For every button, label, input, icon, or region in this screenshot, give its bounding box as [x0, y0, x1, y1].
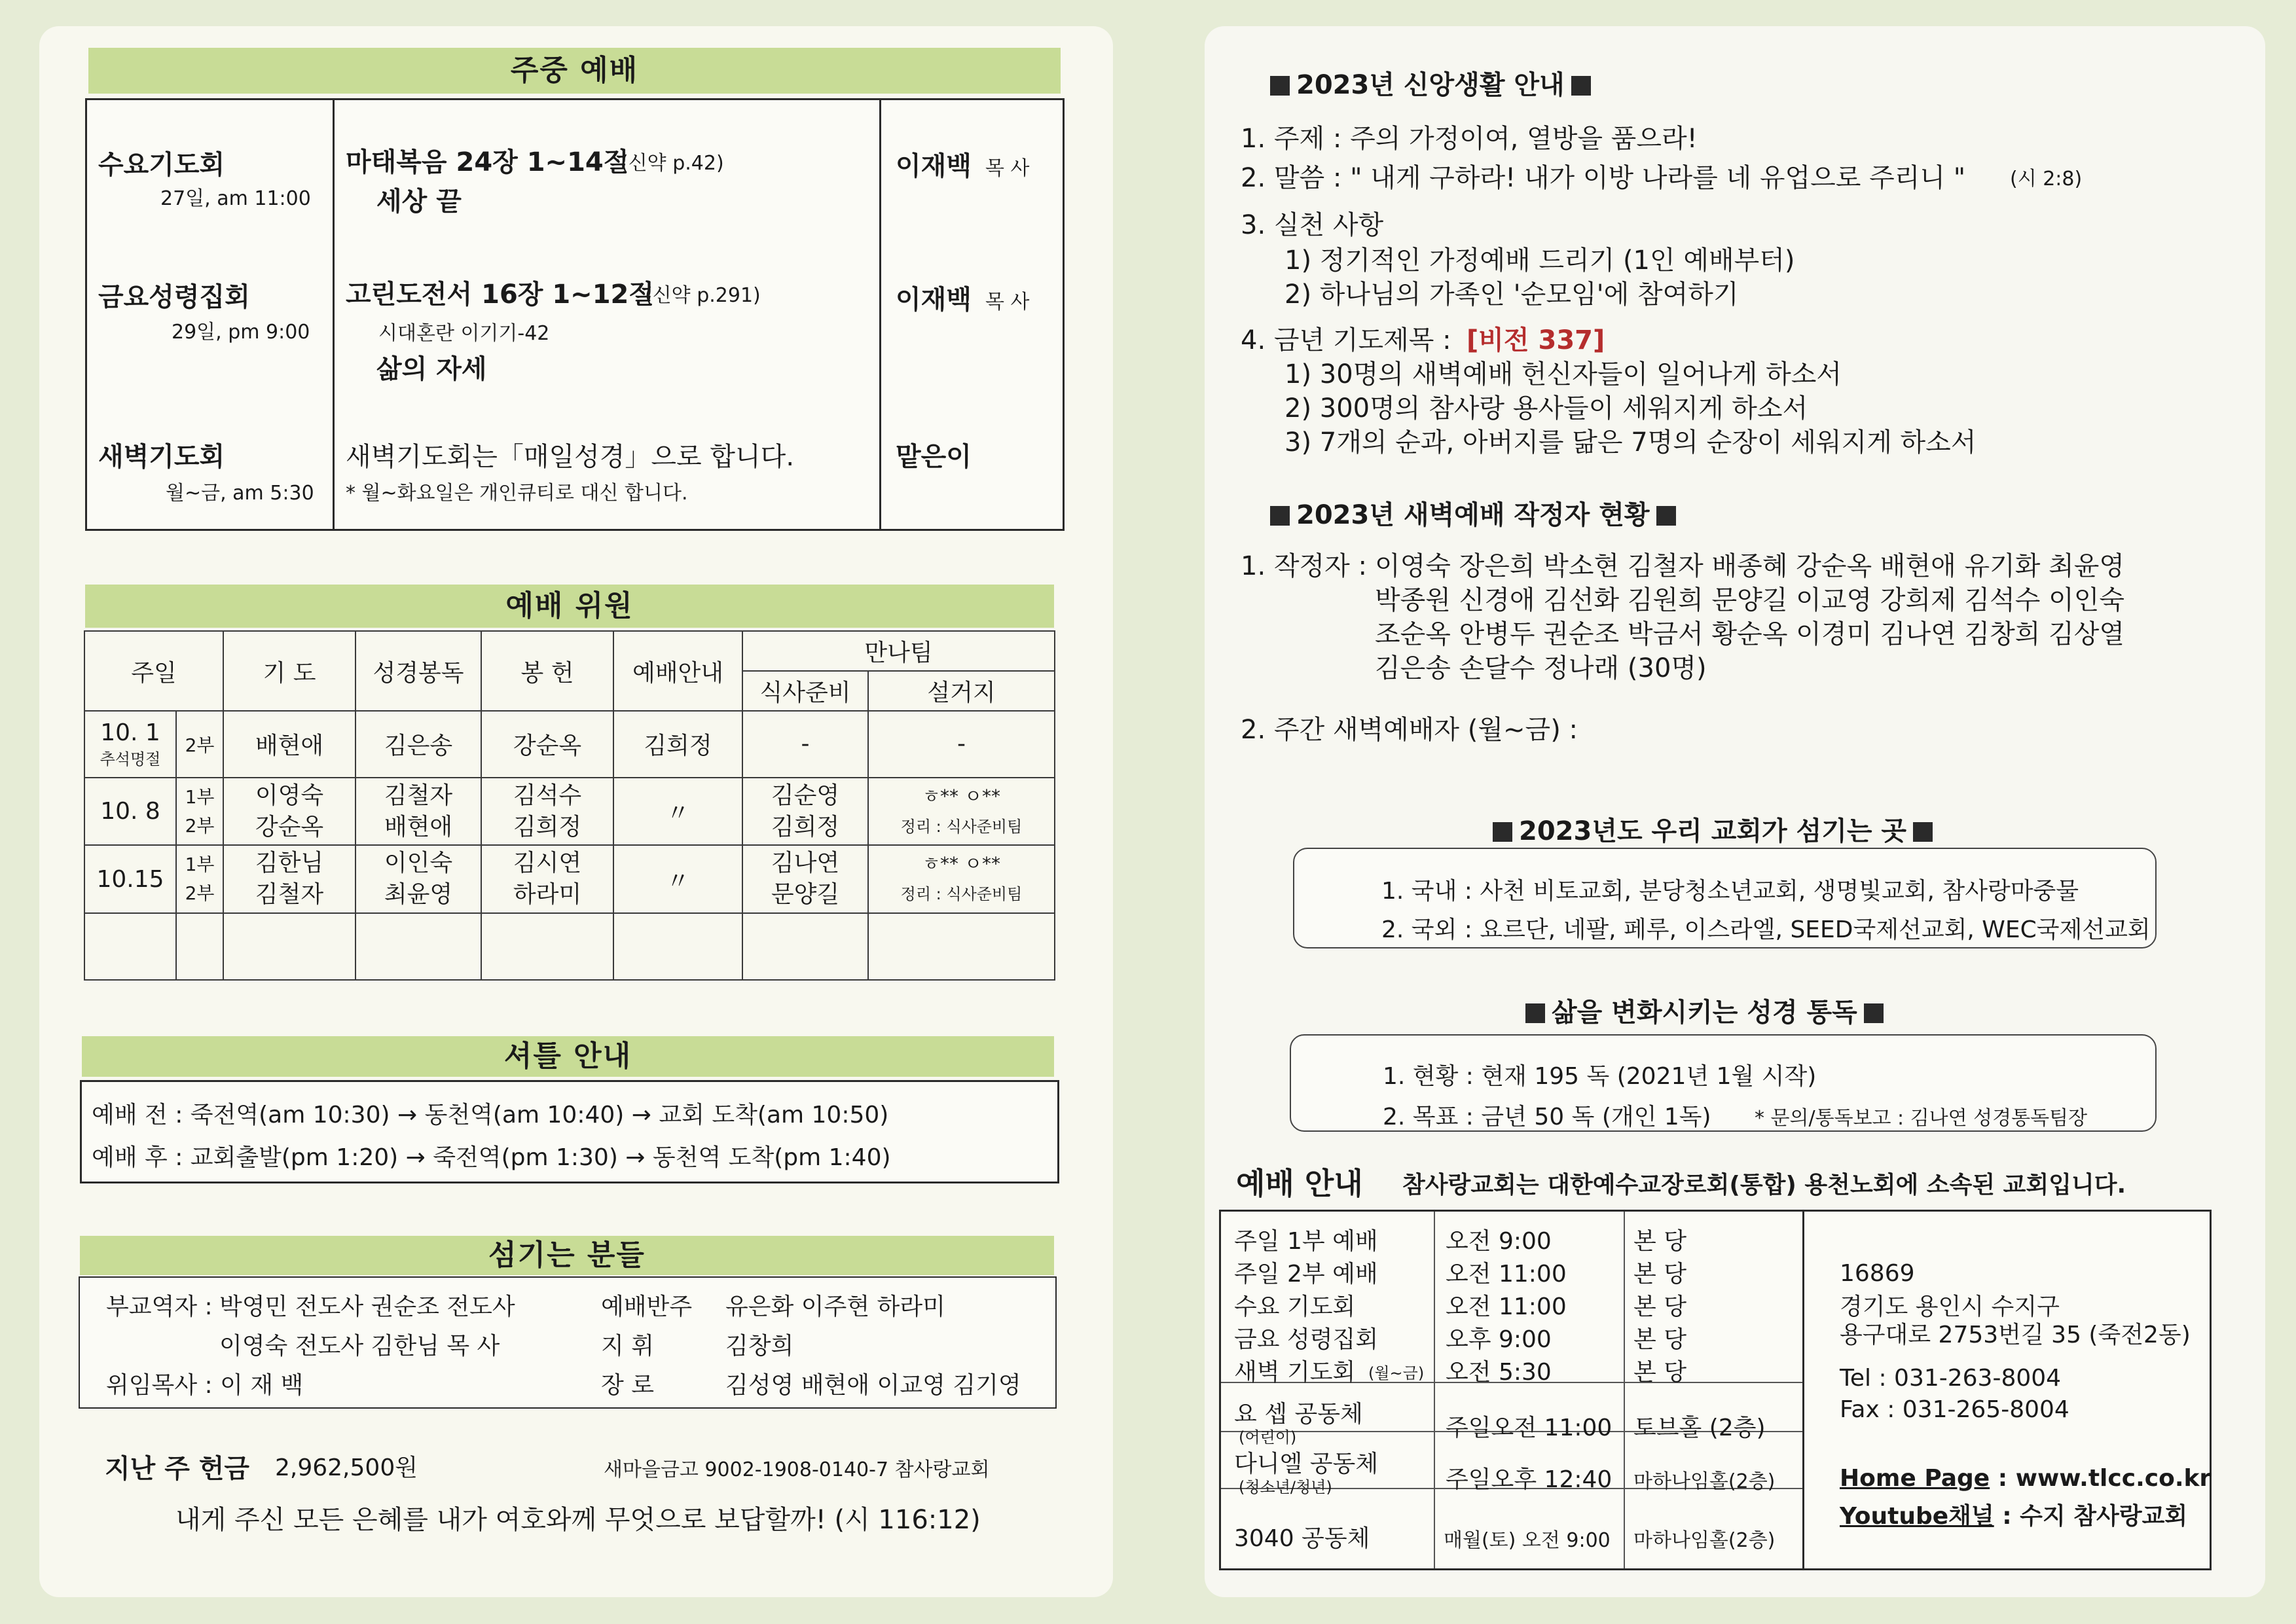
- row2-read1: 김철자: [384, 782, 453, 809]
- dawn-preacher: 맡은이: [896, 442, 972, 472]
- faith-title: [1264, 64, 1597, 101]
- header-dishes: 설거지: [868, 671, 1055, 711]
- dawn-time: 월~금, am 5:30: [166, 482, 314, 505]
- dawn-pledge-title: [1264, 494, 1683, 532]
- square-bullet-icon: [1656, 506, 1676, 526]
- daniel-sub: (청소년/청년): [1239, 1478, 1332, 1496]
- service-place: 본 당: [1633, 1359, 1686, 1386]
- row2-offer1: 김석수: [513, 782, 582, 809]
- row1-part: 2부: [176, 711, 223, 778]
- wed-ref: (신약 p.42): [621, 152, 724, 175]
- row3-part2: 2부: [185, 882, 215, 905]
- fri-time: 29일, pm 9:00: [172, 321, 310, 344]
- homepage[interactable]: [1840, 1465, 2211, 1492]
- offering-account: 새마을금고 9002-1908-0140-7 참사랑교회: [604, 1458, 990, 1481]
- row2-dish1: ㅎ** ㅇ**: [922, 785, 1000, 807]
- row2-part2: 2부: [185, 814, 215, 837]
- bible-now: 1. 현황 : 현재 195 독 (2021년 1월 시작): [1383, 1063, 1817, 1090]
- row1-date: 10. 1: [100, 719, 160, 746]
- faith-practice-2: 2) 하나님의 가족인 '순모임'에 참여하기: [1285, 280, 1739, 310]
- square-bullet-icon: [1525, 1003, 1545, 1023]
- divider: [1434, 1212, 1435, 1568]
- row1-meal: -: [742, 711, 868, 778]
- bible-goal: 2. 목표 : 금년 50 독 (개인 1독): [1383, 1104, 1711, 1130]
- committee-title: 예배 위원: [85, 585, 1054, 628]
- row1-guide: 김희정: [613, 711, 742, 778]
- square-bullet-icon: [1270, 76, 1290, 96]
- youtube-label: Youtube채널: [1840, 1503, 1994, 1530]
- service-name: 주일 2부 예배: [1234, 1261, 1378, 1288]
- bible-title-text: 삶을 변화시키는 성경 통독: [1552, 998, 1857, 1028]
- row3-read1: 이인숙: [384, 850, 453, 877]
- elder-label: 장 로: [601, 1372, 654, 1399]
- fri-preacher: 이재백: [896, 285, 972, 315]
- senior-pastor: 위임목사 : 이 재 백: [106, 1372, 304, 1399]
- wed-passage: 마태복음 24장 1~14절: [346, 147, 629, 177]
- youtube-channel[interactable]: [1840, 1498, 2187, 1531]
- square-bullet-icon: [1493, 822, 1512, 842]
- row3-meal2: 문양길: [771, 881, 840, 909]
- square-bullet-icon: [1270, 506, 1290, 526]
- dawn-note: 새벽기도회는「매일성경」으로 합니다.: [346, 442, 795, 472]
- service-time: 오전 5:30: [1446, 1359, 1552, 1386]
- accompanist-label: 예배반주: [601, 1293, 693, 1320]
- fri-passage: 고린도전서 16장 1~12절: [346, 280, 655, 310]
- fri-role: 목 사: [985, 291, 1030, 314]
- fri-series: 시대혼란 이기기-42: [378, 322, 550, 345]
- row3-read2: 최윤영: [384, 881, 453, 909]
- missions-domestic: 1. 국내 : 사천 비토교회, 분당청소년교회, 생명빛교회, 참사랑마중물: [1381, 878, 2079, 905]
- row2-pray2: 강순옥: [255, 813, 324, 840]
- joseph-time: 주일오전 11:00: [1446, 1415, 1613, 1441]
- homepage-label: Home Page: [1840, 1465, 1990, 1492]
- faith-practice: 3. 실천 사항: [1241, 210, 1384, 240]
- daniel-time: 주일오후 12:40: [1446, 1466, 1613, 1493]
- fri-sermon: 삶의 자세: [376, 354, 487, 384]
- service-time: 오후 9:00: [1446, 1326, 1552, 1353]
- row2-part1: 1부: [185, 785, 215, 808]
- table-row: [84, 778, 1055, 846]
- table-row: [84, 711, 1055, 778]
- square-bullet-icon: [1571, 76, 1591, 96]
- service-name: 새벽 기도회: [1234, 1359, 1356, 1386]
- row2-pray1: 이영숙: [255, 782, 324, 809]
- group-3040: 3040 공동체: [1234, 1525, 1370, 1552]
- row2-dish2: 정리 : 식사준비팀: [900, 817, 1023, 836]
- closing-verse: 내게 주신 모든 은혜를 내가 여호와께 무엇으로 보답할까! (시 116:12): [175, 1505, 981, 1535]
- faith-verse: 2. 말씀 : " 내게 구하라! 내가 이방 나라를 네 유업으로 주리니 ": [1241, 163, 1966, 193]
- pledge-line2: 박종원 신경애 김선화 김원희 문양길 이교영 강희제 김석수 이인숙: [1375, 585, 2124, 615]
- joseph-group: 요 셉 공동체: [1234, 1401, 1363, 1428]
- service-place: 본 당: [1633, 1261, 1686, 1288]
- wed-role: 목 사: [985, 157, 1030, 180]
- header-meal: 식사준비: [742, 671, 868, 711]
- servants-label: 부교역자 :: [106, 1293, 213, 1320]
- service-name: 수요 기도회: [1234, 1293, 1356, 1320]
- header-manna: 만나팀: [742, 631, 1055, 671]
- conductor: 김창희: [725, 1333, 794, 1360]
- shuttle-before: 예배 전 : 죽전역(am 10:30) → 동천역(am 10:40) → 교회 도착(am 10:50): [92, 1102, 889, 1128]
- table-row-empty: [84, 913, 1055, 980]
- service-time: 오전 11:00: [1446, 1293, 1567, 1320]
- square-bullet-icon: [1864, 1003, 1884, 1023]
- row3-dish2: 정리 : 식사준비팀: [900, 885, 1023, 904]
- group-3040-place: 마하나임홀(2층): [1633, 1529, 1776, 1552]
- row3-pray1: 김한님: [255, 850, 324, 877]
- row3-dish1: ㅎ** ㅇ**: [922, 853, 1000, 875]
- pledge-line3: 조순옥 안병두 권순조 박금서 황순옥 이경미 김나연 김창희 김상열: [1375, 619, 2124, 649]
- row3-part1: 1부: [185, 854, 215, 876]
- missions-title-text: 2023년도 우리 교회가 섬기는 곳: [1519, 816, 1907, 846]
- wed-preacher: 이재백: [896, 151, 972, 181]
- address-line1: 경기도 용인시 수지구: [1840, 1293, 2060, 1320]
- divider: [879, 100, 881, 529]
- row3-meal1: 김나연: [771, 850, 840, 877]
- group-3040-time: 매월(토) 오전 9:00: [1444, 1529, 1611, 1552]
- row3-date: 10.15: [84, 845, 176, 913]
- bible-contact: * 문의/통독보고 : 김나연 성경통독팀장: [1755, 1107, 2088, 1130]
- elders: 김성영 배현애 이교영 김기영: [725, 1372, 1021, 1399]
- phone: Tel : 031-263-8004: [1840, 1365, 2062, 1392]
- service-time: 오전 11:00: [1446, 1261, 1567, 1288]
- header-sunday: 주일: [84, 631, 223, 711]
- header-prayer: 기 도: [223, 631, 355, 711]
- pledge-line4: 김은송 손달수 정나래 (30명): [1375, 653, 1707, 683]
- faith-prayer-2: 2) 300명의 참사랑 용사들이 세워지게 하소서: [1285, 393, 1808, 424]
- bible-title: [1519, 992, 1890, 1029]
- service-place: 본 당: [1633, 1228, 1686, 1255]
- joseph-place: 토브홀 (2층): [1633, 1415, 1766, 1441]
- fri-name: 금요성령집회: [98, 282, 250, 312]
- servants-line1: 박영민 전도사 권순조 전도사: [219, 1293, 515, 1320]
- missions-overseas: 2. 국외 : 요르단, 네팔, 페루, 이스라엘, SEED국제선교회, WEC국제선교회: [1381, 916, 2151, 943]
- church-affiliation: 참사랑교회는 대한예수교장로회(통합) 용천노회에 소속된 교회입니다.: [1402, 1172, 2126, 1199]
- faith-prayer-1: 1) 30명의 새벽예배 헌신자들이 일어나게 하소서: [1285, 359, 1842, 389]
- row2-meal2: 김희정: [771, 813, 840, 840]
- wed-sermon: 세상 끝: [376, 187, 462, 217]
- daniel-place: 마하나임홀(2층): [1633, 1470, 1776, 1493]
- header-reading: 성경봉독: [355, 631, 481, 711]
- service-name: 주일 1부 예배: [1234, 1228, 1378, 1255]
- row1-read: 김은송: [355, 711, 481, 778]
- fri-ref: (신약 p.291): [645, 284, 761, 307]
- row3-guide: 〃: [613, 845, 742, 913]
- servants-title: 섬기는 분들: [80, 1236, 1054, 1275]
- header-usher: 예배안내: [613, 631, 742, 711]
- header-offering: 봉 헌: [481, 631, 613, 711]
- service-name: 금요 성령집회: [1234, 1326, 1379, 1353]
- faith-theme: 1. 주제 : 주의 가정이여, 열방을 품으라!: [1241, 124, 1698, 154]
- offering-amount: 2,962,500원: [275, 1454, 418, 1481]
- divider: [1802, 1212, 1804, 1568]
- row2-guide: 〃: [613, 778, 742, 846]
- pledge-line1: 이영숙 장은희 박소현 김철자 배종혜 강순옥 배현애 유기화 최윤영: [1375, 551, 2124, 581]
- divider: [333, 100, 335, 529]
- daniel-group: 다니엘 공동체: [1234, 1451, 1379, 1477]
- pledge-label: 1. 작정자 :: [1241, 551, 1367, 581]
- row1-offer: 강순옥: [481, 711, 613, 778]
- row2-date: 10. 8: [84, 778, 176, 846]
- row3-pray2: 김철자: [255, 881, 324, 909]
- address-line2: 용구대로 2753번길 35 (죽전2동): [1840, 1322, 2191, 1348]
- row3-offer2: 하라미: [513, 881, 582, 909]
- service-place: 본 당: [1633, 1293, 1686, 1320]
- service-place: 본 당: [1633, 1326, 1686, 1353]
- row2-read2: 배현애: [384, 813, 453, 840]
- wed-name: 수요기도회: [98, 150, 225, 180]
- square-bullet-icon: [1913, 822, 1933, 842]
- row2-meal1: 김순영: [771, 782, 840, 809]
- committee-table: [84, 630, 1055, 981]
- divider: [1624, 1212, 1625, 1568]
- row1-dish: -: [868, 711, 1055, 778]
- row2-offer2: 김희정: [513, 813, 582, 840]
- accompanists: 유은화 이주현 하라미: [725, 1293, 945, 1320]
- faith-verse-ref: (시 2:8): [2010, 168, 2083, 190]
- homepage-url: : www.tlcc.co.kr: [1997, 1465, 2212, 1492]
- row3-offer1: 김시연: [513, 850, 582, 877]
- dawn-days: (월~금): [1368, 1364, 1425, 1382]
- fax: Fax : 031-265-8004: [1840, 1396, 2069, 1423]
- dawn-pledge-title-text: 2023년 새벽예배 작정자 현황: [1296, 500, 1650, 530]
- service-time: 오전 9:00: [1446, 1228, 1552, 1255]
- servants-line2: 이영숙 전도사 김한님 목 사: [219, 1333, 500, 1360]
- row1-date-sub: 추석명절: [100, 749, 161, 768]
- joseph-sub: (어린이): [1239, 1428, 1297, 1447]
- table-row: [84, 845, 1055, 913]
- dawn-subnote: * 월~화요일은 개인큐티로 대신 합니다.: [346, 482, 688, 505]
- weekday-worship-title: 주중 예배: [88, 48, 1061, 94]
- wed-time: 27일, am 11:00: [160, 187, 311, 210]
- offering-label: 지난 주 헌금: [105, 1454, 250, 1484]
- shuttle-after: 예배 후 : 교회출발(pm 1:20) → 죽전역(pm 1:30) → 동천역 도착(pm 1:40): [92, 1144, 891, 1171]
- youtube-name: : 수지 참사랑교회: [2002, 1503, 2188, 1530]
- dawn-name: 새벽기도회: [98, 442, 225, 472]
- faith-prayer: 4. 금년 기도제목 :: [1241, 325, 1451, 355]
- faith-practice-1: 1) 정기적인 가정예배 드리기 (1인 예배부터): [1285, 245, 1795, 276]
- shuttle-title: 셔틀 안내: [82, 1036, 1054, 1077]
- guide-title: 예배 안내: [1236, 1166, 1363, 1201]
- faith-prayer-3: 3) 7개의 순과, 아버지를 닮은 7명의 순장이 세워지게 하소서: [1285, 427, 1977, 458]
- faith-title-text: 2023년 신앙생활 안내: [1296, 70, 1565, 100]
- conductor-label: 지 휘: [601, 1333, 654, 1360]
- missions-title: [1486, 810, 1939, 848]
- row1-pray: 배현애: [223, 711, 355, 778]
- zip-code: 16869: [1840, 1260, 1915, 1287]
- faith-vision: [비전 337]: [1467, 325, 1605, 355]
- pledge-weekly: 2. 주간 새벽예배자 (월~금) :: [1241, 715, 1578, 745]
